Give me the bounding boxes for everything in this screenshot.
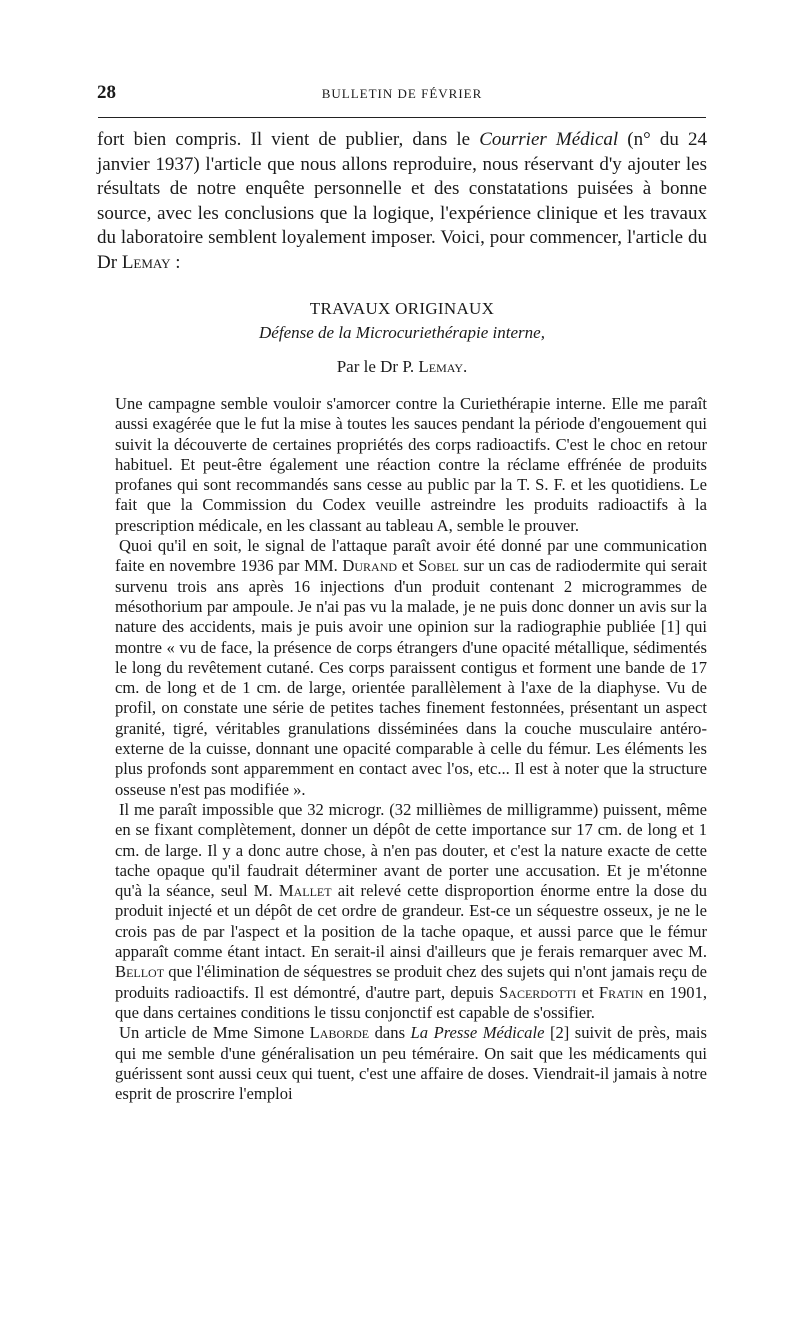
p2-text-c: sur un cas de radiodermite qui serait survenu trois ans après 16 injections d'un produit contenant 2 microgrammes de mésothorium par ampoule. Je n'ai pas vu la malade, je ne puis donc donner un avis sur la nature des accidents, mais je puis avoir une opinion sur la radiographie publiée [1] qui montre « vu de face, la présence de corps étrangers d'une opacité métallique, sédimentés le long du revêtement cutané. Ces corps paraissent contigus et forment une bande de 17 cm. de long et de 1 cm. de large, orientée parallèlement à l'axe de la diaphyse. Vu de profil, on constate une série de petites taches finement festonnées, présentant un aspect granité, tigré, véritables granulations disséminées dans la couche musculaire antéro-externe de la cuisse, donnant une opacité comparable à celle du fémur. Les éléments les plus profonds sont apparemment en contact avec l'os, etc... Il est à noter que la structure osseuse n'est pas modifiée ». (115, 556, 707, 799)
p3-name-bellot: Bellot (115, 962, 165, 982)
byline-author: Lemay. (418, 357, 468, 376)
p3-name-fratin: Fratin (598, 982, 644, 1002)
p3-text-a: Il me paraît impossible que 32 microgr. (32 millièmes de milligramme) puissent, même en se fixant complètement, donner un dépôt de cette importance sur 17 cm. de long et 1 cm. de large. Il y a donc autre chose, à n'en pas douter, et c'est la nature exacte de cette tache opaque qu'il faudrait déterminer avant de porter une accusation. Et je m'étonne qu'à la séance, seul M. (115, 799, 707, 901)
intro-paragraph (97, 128, 707, 276)
intro-text (97, 128, 707, 276)
author-name: Lemay (121, 251, 171, 273)
p4-text-c: [2] suivit de près, mais qui me semble d'une généralisation un peu téméraire. On sait que les médicaments qui guérissent sont aussi ceux qui tuent, c'est une affaire de doses. Viendrait-il jamais à notre esprit de proscrire l'emploi (115, 1023, 707, 1104)
page-number: 28 (97, 82, 116, 103)
p2-name-sobel: Sobel (418, 556, 459, 576)
intro-text-3: : (170, 251, 181, 273)
p3-text-e: en 1901, que dans certaines conditions le tissu conjonctif est capable de s'ossifier. (115, 982, 708, 1022)
p4-name-laborde: Laborde (309, 1023, 370, 1043)
intro-text-2: (n° du 24 janvier 1937) l'article que nous allons reproduire, nous réservant d'y ajouter les résultats de notre enquête personnelle et des constatations puisées à bonne source, avec les conclusions que la logique, l'expérience clinique et les travaux du laboratoire semblent loyalement imposer. Voici, pour commencer, l'article du Dr (97, 129, 707, 273)
paragraph-1: Une campagne semble vouloir s'amorcer contre la Curiethérapie interne. Elle me paraît aussi exagérée que le fut la mise à toutes les sauces pendant la période d'engouement qui suivit la découverte de certaines propriétés des corps radioactifs. C'est le choc en retour habituel. Et peut-être également une réaction contre la réclame effrénée de produits profanes qui sont recommandés sans cesse au public par la T. S. F. et les quotidiens. Le fait que la Commission du Codex veuille astreindre les produits radioactifs à la prescription médicale, en les classant au tableau A, semble le prouver. (115, 394, 707, 535)
paragraph-3 (115, 800, 707, 1023)
p4-text-b: dans (369, 1023, 411, 1043)
p3-text-d: et (576, 982, 599, 1002)
p2-name-durand: Durand (342, 556, 398, 576)
header-rule (98, 117, 706, 118)
p4-journal: La Presse Médicale (410, 1023, 545, 1043)
p3-text-c: que l'élimination de séquestres se produit chez des sujets qui n'ont jamais reçu de produits radioactifs. Il est démontré, d'autre part, depuis (115, 962, 707, 1002)
article-heading (97, 298, 707, 378)
page-header (97, 82, 707, 108)
p4-text-a: Un article de Mme Simone (119, 1023, 310, 1043)
paragraph-2 (115, 536, 707, 800)
article-title: Défense de la Microcuriethérapie interne, (259, 323, 545, 342)
p2-text-a: Quoi qu'il en soit, le signal de l'attaque paraît avoir été donné par une communication faite en novembre 1936 par MM. (115, 536, 707, 576)
p2-text-b: et (397, 556, 419, 576)
byline (97, 356, 707, 378)
journal-title: Courrier Médical (479, 129, 619, 150)
p3-name-mallet: Mallet (278, 881, 332, 901)
intro-text-1: fort bien compris. Il vient de publier, dans le (97, 129, 480, 150)
p3-text-b: ait relevé cette disproportion énorme entre la dose du produit injecté et un dépôt de cet ordre de grandeur. Est-ce un séquestre osseux, je ne le crois pas de par l'aspect et la position de la tache opaque, et aussi parce que le fémur apparaît comme étant intact. En serait-il ainsi d'ailleurs que je ferais remarquer avec M. (115, 881, 707, 962)
running-head: BULLETIN DE FÉVRIER (321, 86, 483, 101)
section-title: TRAVAUX ORIGINAUX (309, 299, 495, 318)
p3-name-sacerdotti: Sacerdotti (499, 982, 577, 1002)
paragraph-4 (115, 1023, 707, 1104)
byline-prefix: Par le Dr P. (336, 357, 419, 376)
article-body (115, 394, 707, 1104)
